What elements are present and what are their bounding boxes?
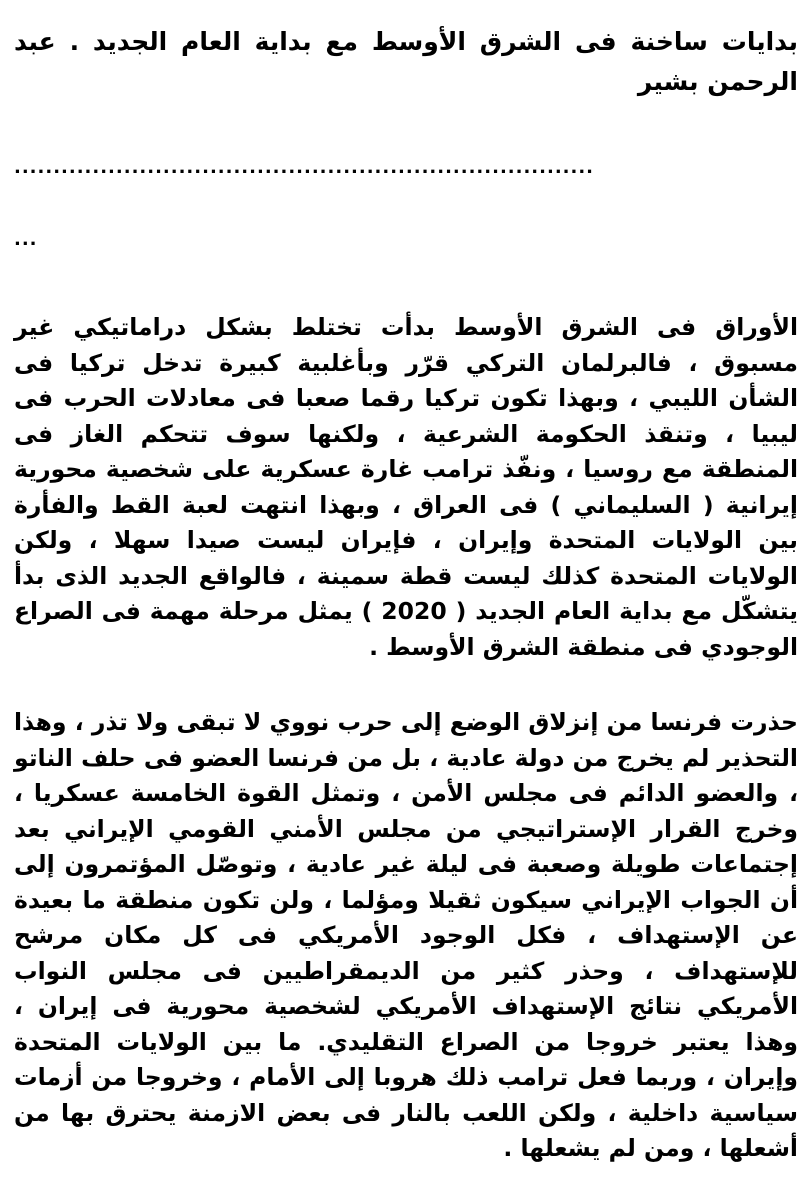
dotted-separator <box>14 108 798 300</box>
article-paragraph: الأوراق فى الشرق الأوسط بدأت تختلط بشكل دراماتيكي غير مسبوق ، فالبرلمان التركي قرّر وبأغلبية كبيرة تدخل تركيا فى الشأن الليبي ، وبهذا تكون تركيا رقما صعبا فى معادلات الحرب فى ليبيا ، وتنقذ الحكومة الشرعية ، ولكنها سوف تتحكم الغاز فى المنطقة مع روسيا ، ونفّذ ترامب غارة عسكرية على شخصية محورية إيرانية ( السليماني ) فى العراق ، وبهذا انتهت لعبة القط والفأرة بين الولايات المتحدة وإيران ، فإيران ليست صيدا سهلا ، ولكن الولايات المتحدة كذلك ليست قطة سمينة ، فالواقع الجديد الذى بدأ يتشكّل مع بداية العام الجديد ( 2020 ) يمثل مرحلة مهمة فى الصراع الوجودي فى منطقة الشرق الأوسط . <box>14 313 798 661</box>
separator-line: ... <box>14 229 38 250</box>
separator-line: .......................................................................... <box>14 157 595 178</box>
article-title: بدايات ساخنة فى الشرق الأوسط مع بداية العام الجديد . عبد الرحمن بشير <box>14 27 798 96</box>
article-paragraph: حذرت فرنسا من إنزلاق الوضع إلى حرب نووي لا تبقى ولا تذر ، وهذا التحذير لم يخرج من دولة عادية ، بل من فرنسا العضو فى حلف الناتو ، والعضو الدائم فى مجلس الأمن ، وتمثل القوة الخامسة عسكريا ، وخرج القرار الإستراتيجي من مجلس الأمني القومي الإيراني بعد إجتماعات طويلة وصعبة فى ليلة غير عادية ، وتوصّل المؤتمرون إلى أن الجواب الإيراني سيكون ثقيلا ومؤلما ، ولن تكون منطقة ما بعيدة عن الإستهداف ، فكل الوجود الأمريكي فى كل مكان مرشح للإستهداف ، وحذر كثير من الديمقراطيين فى مجلس النواب الأمريكي نتائج الإستهداف الأمريكي لشخصية محورية فى إيران ، وهذا يعتبر خروجا من الصراع التقليدي. ما بين الولايات المتحدة وإيران ، وربما فعل ترامب ذلك هروبا إلى الأمام ، وخروجا من أزمات سياسية داخلية ، ولكن اللعب بالنار فى بعض الازمنة يحترق بها من أشعلها ، ومن لم يشعلها . <box>14 708 798 1162</box>
